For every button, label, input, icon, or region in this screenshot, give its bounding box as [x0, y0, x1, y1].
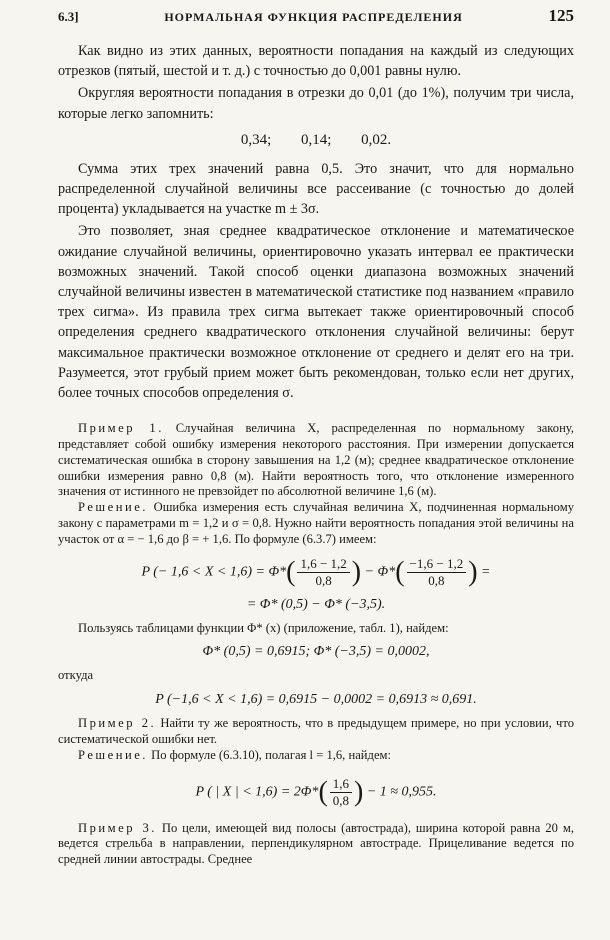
example-1-solution: [58, 500, 574, 547]
section-number: 6.3]: [58, 9, 79, 24]
example-3: [58, 821, 574, 868]
example-2-label: Пример 2.: [78, 716, 157, 731]
formula-3: Φ* (0,5) = 0,6915; Φ* (−3,5) = 0,0002,: [202, 644, 430, 660]
frac-5-denominator: 0,8: [332, 792, 350, 808]
frac-2-numerator: −1,6 − 1,2: [407, 556, 467, 573]
formula-1-end: =: [481, 564, 491, 580]
formula-5-lhs: P ( | X | < 1,6) = 2Φ*: [195, 784, 319, 800]
frac-1-denominator: 0,8: [315, 572, 332, 588]
solution-1-text: Ошибка измерения есть случайная величина X, подчиненная нормальному закону с параметрами m = 1,2 и σ = 0,8. Нужно найти вероятность попадания этой величины на участок от α = − 1,6 до β = + 1,6. По формуле (6.3.7) имеем:: [58, 500, 574, 546]
page-number: 125: [548, 6, 574, 25]
formula-1-frac-2: [407, 556, 467, 589]
frac-2-denominator: 0,8: [428, 572, 445, 588]
paragraph-3: Сумма этих трех значений равна 0,5. Это значит, что для нормально распределенной случайной величины все рассеивание (с точностью до долей процента) укладывается на участке m ± 3σ.: [58, 160, 574, 218]
formula-4: P (−1,6 < X < 1,6) = 0,6915 − 0,0002 = 0,6913 ≈ 0,691.: [155, 692, 477, 708]
rounded-numbers: 0,34; 0,14; 0,02.: [240, 131, 392, 148]
formula-2: = Φ* (0,5) − Φ* (−3,5).: [246, 596, 386, 612]
tables-text: Пользуясь таблицами функции Φ* (x) (приложение, табл. 1), найдем:: [78, 620, 449, 635]
paragraph-4: Это позволяет, зная среднее квадратическое отклонение и математическое ожидание случайной величины, ориентировочно указать интервал ее практически возможных значений. Такой способ оценки диапазона возможных значений случайной величины известен в математической статистике под названием «правило трех сигма». Из правила трех сигма вытекает также ориентировочный способ определения среднего квадратического отклонения случайной величины: берут максимальное практически возможное отклонение от среднего и делят его на три. Разумеется, этот грубый прием может быть рекомендован, только если нет других, более точных способов определения σ.: [58, 223, 574, 402]
examples-block: [58, 421, 574, 868]
formula-1-mid: − Φ*: [364, 564, 396, 580]
example-2-solution: [58, 748, 574, 764]
example-1-label: Пример 1.: [78, 421, 164, 436]
example-2-text: Найти ту же вероятность, что в предыдущем примере, но при условии, что систематической ошибки нет.: [58, 716, 574, 747]
formula-1-frac-1: [297, 556, 349, 589]
formula-1-lhs: P (− 1,6 < X < 1,6) = Φ*: [141, 564, 287, 580]
formula-5-frac: [330, 776, 352, 809]
solution-1-label: Решение.: [78, 500, 148, 515]
formula-5-end: − 1 ≈ 0,955.: [366, 784, 437, 800]
example-1-text: Случайная величина X, распределенная по нормальному закону, представляет собой ошибку измерения некоторого расстояния. При измерении допускается систематическая ошибка в сторону завышения на 1,2 (м); среднее квадратическое отклонение ошибки измерения равно 0,8 (м). Найти вероятность того, что отклонение измеренного значения от истинного не превзойдет по абсолютной величине 1,6 (м).: [58, 421, 574, 499]
example-2: [58, 716, 574, 748]
whence-word: откуда: [58, 668, 94, 683]
paragraph-2: Округляя вероятности попадания в отрезки до 0,01 (до 1%), получим три числа, которые легко запомнить:: [58, 85, 574, 122]
formula-1: P (− 1,6 < X < 1,6) = Φ*( $\frac{1,6 - 1,2}{0,8}$ ) − Φ*( $\frac{-1,6 - 1,2}{0,8}$ ) =: [141, 555, 491, 588]
page-header: [58, 6, 574, 36]
solution-2-text: По формуле (6.3.10), полагая l = 1,6, найдем:: [151, 747, 392, 762]
example-1: [58, 421, 574, 500]
frac-5-numerator: 1,6: [330, 776, 352, 793]
formula-5: P ( | X | < 1,6) = 2Φ*( $\frac{1,6}{0,8}$ ) − 1 ≈ 0,955.: [195, 775, 437, 808]
solution-2-label: Решение.: [78, 747, 148, 762]
running-title: НОРМАЛЬНАЯ ФУНКЦИЯ РАСПРЕДЕЛЕНИЯ: [164, 10, 463, 24]
example-3-label: Пример 3.: [78, 820, 157, 835]
frac-1-numerator: 1,6 − 1,2: [297, 556, 349, 573]
example-3-text: По цели, имеющей вид полосы (автострада), ширина которой равна 20 м, ведется стрельба в направлении, перпендикулярном автостраде. Прицеливание ведется по средней линии автострады. Среднее: [58, 820, 574, 867]
paragraph-1: Как видно из этих данных, вероятности попадания на каждый из следующих отрезков (пятый, шестой и т. д.) с точностью до 0,001 равны нулю.: [58, 43, 574, 80]
